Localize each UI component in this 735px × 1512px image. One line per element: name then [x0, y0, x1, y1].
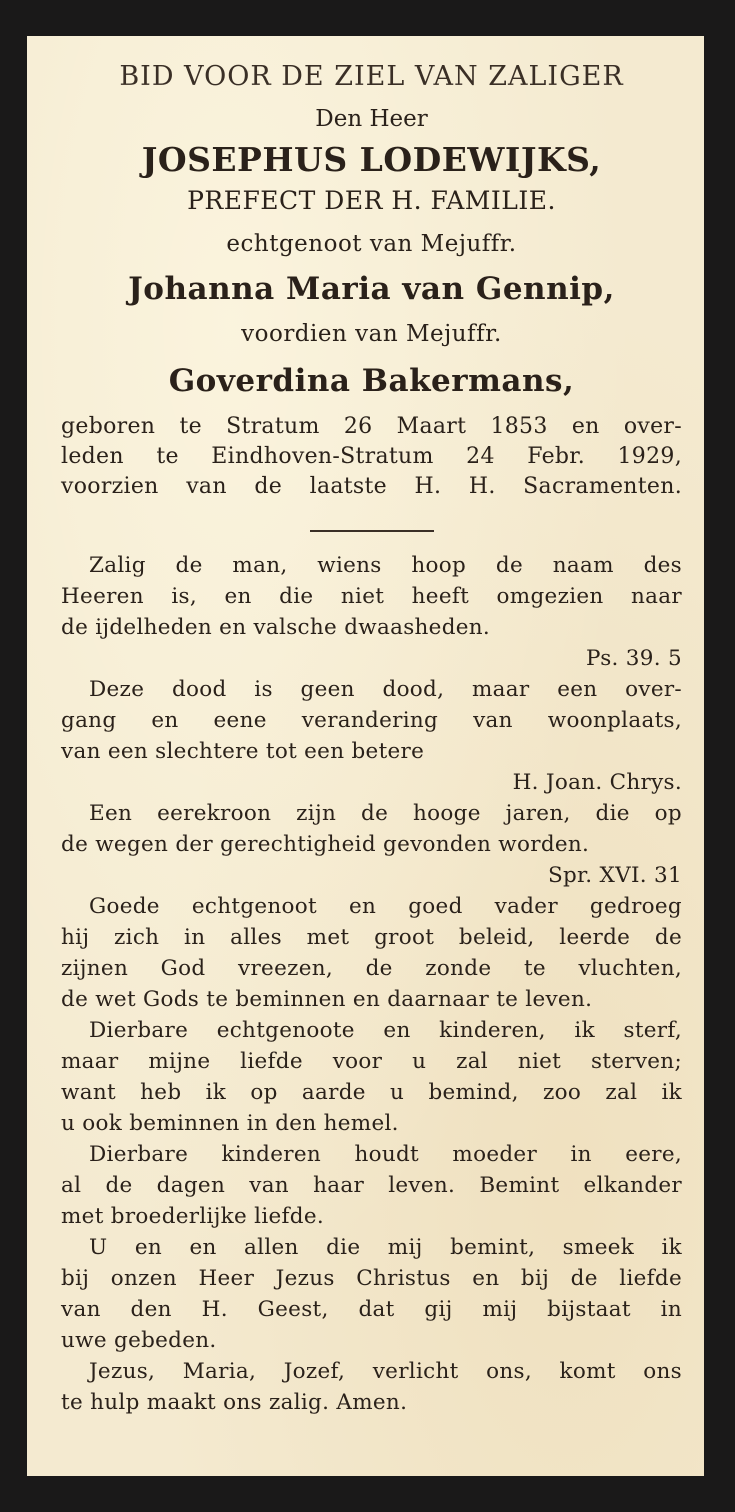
text-line: hij zich in alles met groot beleid, leerde de [61, 925, 682, 950]
citation-reference: H. Joan. Chrys. [512, 770, 682, 795]
text-line: de wegen der gerechtigheid gevonden worden. [61, 832, 590, 857]
memorial-card [27, 36, 704, 1476]
text-line: uwe gebeden. [61, 1328, 217, 1353]
text-line: u ook beminnen in den hemel. [61, 1111, 399, 1136]
deceased-title: PREFECT DER H. FAMILIE. [187, 186, 556, 215]
text-line: van een slechtere tot een betere [61, 739, 425, 764]
text-line: U en en allen die mij bemint, smeek ik [89, 1235, 682, 1260]
text-line: Jezus, Maria, Jozef, verlicht ons, komt ons [89, 1359, 682, 1384]
text-line: Een eerekroon zijn de hooge jaren, die op [89, 801, 682, 826]
text-line: Zalig de man, wiens hoop de naam des [89, 553, 682, 578]
former-spouse-name: Goverdina Bakermans, [168, 363, 575, 399]
text-line: bij onzen Heer Jezus Christus en bij de liefde [61, 1266, 682, 1291]
text-line: Deze dood is geen dood, maar een over- [89, 677, 682, 702]
text-line: de ijdelheden en valsche dwaasheden. [61, 615, 491, 640]
text-line: van den H. Geest, dat gij mij bijstaat in [61, 1297, 682, 1322]
text-line: zijnen God vreezen, de zonde te vluchten, [61, 956, 682, 981]
text-line: Dierbare echtgenoote en kinderen, ik sterf, [89, 1018, 682, 1043]
life-line: leden te Eindhoven-Stratum 24 Febr. 1929, [61, 444, 682, 469]
life-line: geboren te Stratum 26 Maart 1853 en over- [61, 414, 682, 439]
scripture-and-prayers [61, 550, 682, 1418]
text-line: te hulp maakt ons zalig. Amen. [61, 1390, 408, 1415]
citation-reference: Ps. 39. 5 [586, 646, 682, 671]
text-line: de wet Gods te beminnen en daarnaar te leven. [61, 987, 593, 1012]
spouse-name: Johanna Maria van Gennip, [128, 271, 615, 307]
citation-reference: Spr. XVI. 31 [547, 863, 682, 888]
text-line: Goede echtgenoot en goed vader gedroeg [89, 894, 682, 919]
deceased-name: JOSEPHUS LODEWIJKS, [141, 140, 602, 179]
text-line: met broederlijke liefde. [61, 1204, 325, 1229]
text-line: al de dagen van haar leven. Bemint elkander [61, 1173, 682, 1198]
divider-rule [310, 530, 434, 532]
text-line: maar mijne liefde voor u zal niet sterven; [61, 1049, 682, 1074]
card-header: BID VOOR DE ZIEL VAN ZALIGER [119, 61, 624, 92]
life-line: voorzien van de laatste H. H. Sacramenten. [61, 474, 682, 499]
life-details [61, 412, 682, 502]
spouse-intro: echtgenoot van Mejuffr. [226, 231, 517, 257]
former-spouse-intro: voordien van Mejuffr. [241, 321, 502, 347]
text-line: Heeren is, en die niet heeft omgezien naar [61, 584, 682, 609]
salutation: Den Heer [315, 106, 428, 132]
text-line: Dierbare kinderen houdt moeder in eere, [89, 1142, 682, 1167]
text-line: gang en eene verandering van woonplaats, [61, 708, 682, 733]
text-line: want heb ik op aarde u bemind, zoo zal ik [61, 1080, 682, 1105]
